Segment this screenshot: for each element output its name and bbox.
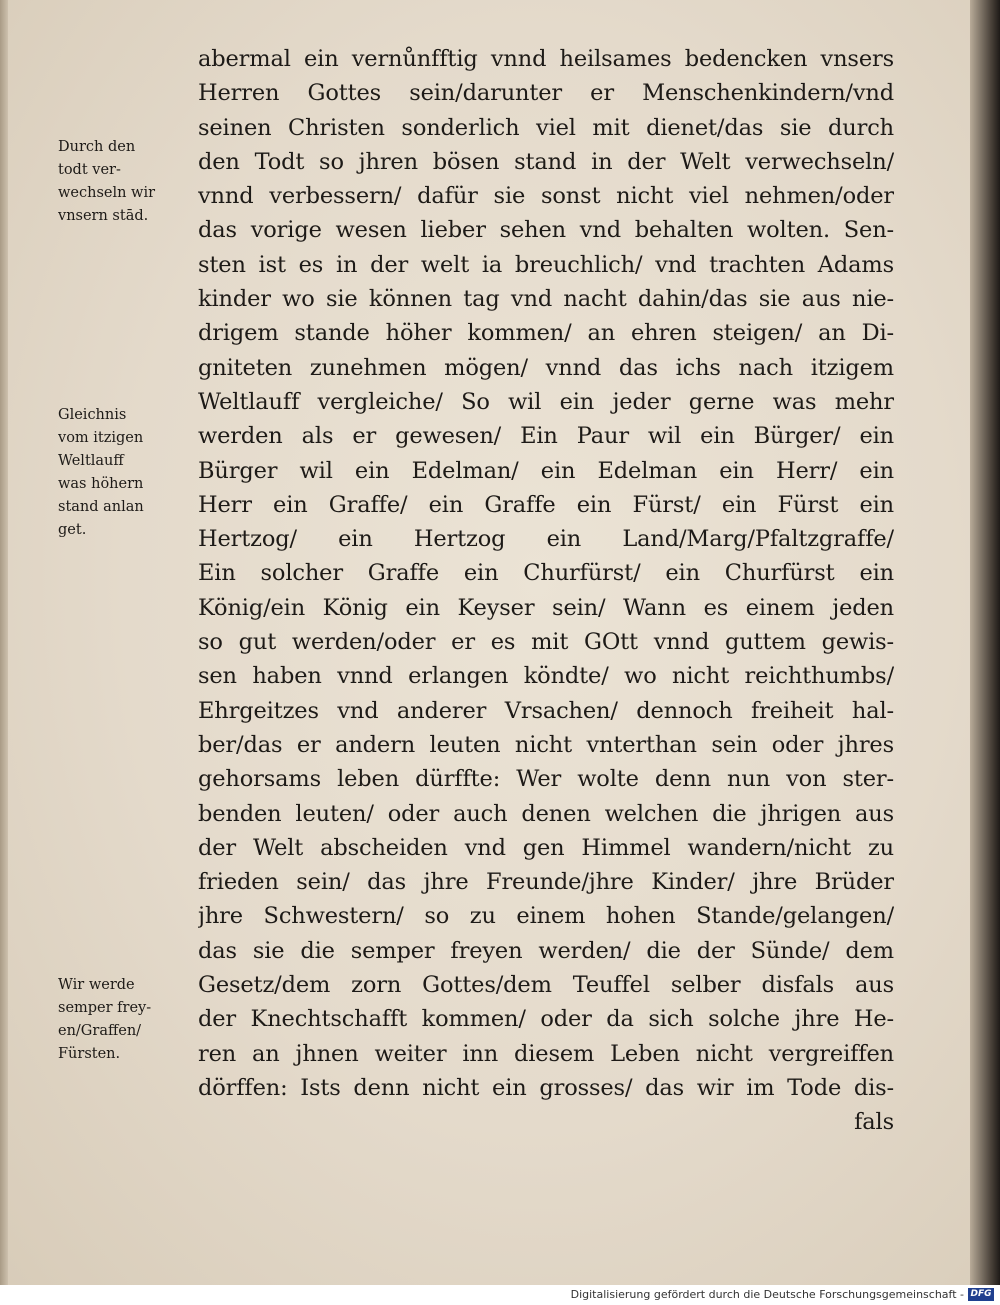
text-line: drigem stande höher kommen/ an ehren steigen/ an Di-	[198, 320, 894, 347]
text-line: das vorige wesen lieber sehen vnd behalten wolten. Sen-	[198, 217, 894, 244]
margin-note-line: Fürsten.	[58, 1046, 121, 1062]
footer-bar	[0, 1285, 1000, 1305]
text-line: dörffen: Ists denn nicht ein grosses/ das wir im Tode dis-	[198, 1074, 894, 1101]
margin-note-line: vnsern stād.	[58, 208, 149, 224]
margin-note-1	[58, 136, 194, 228]
text-line: Ein solcher Graffe ein Churfürst/ ein Churfürst ein	[198, 560, 894, 587]
text-line: benden leuten/ oder auch denen welchen die jhrigen aus	[198, 800, 894, 827]
dfg-logo: DFG	[968, 1288, 994, 1301]
margin-note-line: vom itzigen	[58, 430, 144, 446]
margin-note-3	[58, 974, 194, 1066]
margin-note-line: Gleichnis	[58, 407, 127, 423]
text-line: Gesetz/dem zorn Gottes/dem Teuffel selber disfals aus	[198, 972, 894, 999]
text-line: vnnd verbessern/ dafür sie sonst nicht viel nehmen/oder	[198, 183, 894, 210]
margin-note-line: wechseln wir	[58, 185, 156, 201]
text-line: werden als er gewesen/ Ein Paur wil ein Bürger/ ein	[198, 423, 894, 450]
margin-note-line: Wir werde	[58, 977, 135, 993]
text-line: ren an jhnen weiter inn diesem Leben nicht vergreiffen	[198, 1040, 894, 1067]
text-line: ber/das er andern leuten nicht vnterthan sein oder jhres	[198, 731, 894, 758]
text-line: Bürger wil ein Edelman/ ein Edelman ein Herr/ ein	[198, 457, 894, 484]
text-line: Ehrgeitzes vnd anderer Vrsachen/ dennoch freiheit hal-	[198, 697, 894, 724]
text-line: Weltlauff vergleiche/ So wil ein jeder gerne was mehr	[198, 388, 894, 415]
margin-note-line: Durch den	[58, 139, 136, 155]
book-gutter-shadow	[970, 0, 1000, 1285]
text-line: kinder wo sie können tag vnd nacht dahin/das sie aus nie-	[198, 286, 894, 313]
margin-note-line: Weltlauff	[58, 453, 124, 469]
margin-note-line: todt ver-	[58, 162, 121, 178]
text-line: Hertzog/ ein Hertzog ein Land/Marg/Pfaltzgraffe/	[198, 526, 894, 553]
text-line: Herr ein Graffe/ ein Graffe ein Fürst/ ein Fürst ein	[198, 491, 894, 518]
text-line: seinen Christen sonderlich viel mit dienet/das sie durch	[198, 114, 894, 141]
text-line: so gut werden/oder er es mit GOtt vnnd guttem gewis-	[198, 629, 894, 656]
text-line: gehorsams leben dürffte: Wer wolte denn nun von ster-	[198, 766, 894, 793]
text-line: sen haben vnnd erlangen köndte/ wo nicht reichthumbs/	[198, 663, 894, 690]
text-line: frieden sein/ das jhre Freunde/jhre Kinder/ jhre Brüder	[198, 869, 894, 896]
catchword: fals	[854, 1109, 894, 1136]
text-line: Herren Gottes sein/darunter er Menschenkindern/vnd	[198, 80, 894, 107]
text-line: jhre Schwestern/ so zu einem hohen Stande/gelangen/	[198, 903, 894, 930]
text-line: König/ein König ein Keyser sein/ Wann es einem jeden	[198, 594, 894, 621]
funding-credit: Digitalisierung gefördert durch die Deutsche Forschungsgemeinschaft -	[570, 1288, 964, 1301]
text-line: der Welt abscheiden vnd gen Himmel wandern/nicht zu	[198, 834, 894, 861]
main-text-block	[198, 42, 894, 1140]
margin-note-line: en/Graffen/	[58, 1023, 142, 1039]
text-line: sten ist es in der welt ia breuchlich/ vnd trachten Adams	[198, 251, 894, 278]
text-line: der Knechtschafft kommen/ oder da sich solche jhre He-	[198, 1006, 894, 1033]
text-line: das sie die semper freyen werden/ die der Sünde/ dem	[198, 937, 894, 964]
text-line: gniteten zunehmen mögen/ vnnd das ichs nach itzigem	[198, 354, 894, 381]
margin-note-2	[58, 404, 194, 542]
margin-note-line: stand anlan	[58, 499, 144, 515]
margin-note-line: was höhern	[58, 476, 144, 492]
text-line: den Todt so jhren bösen stand in der Welt verwechseln/	[198, 148, 894, 175]
text-line: abermal ein vernůnfftig vnnd heilsames bedencken vnsers	[198, 46, 894, 72]
margin-note-line: semper frey-	[58, 1000, 152, 1016]
margin-note-line: get.	[58, 522, 87, 538]
